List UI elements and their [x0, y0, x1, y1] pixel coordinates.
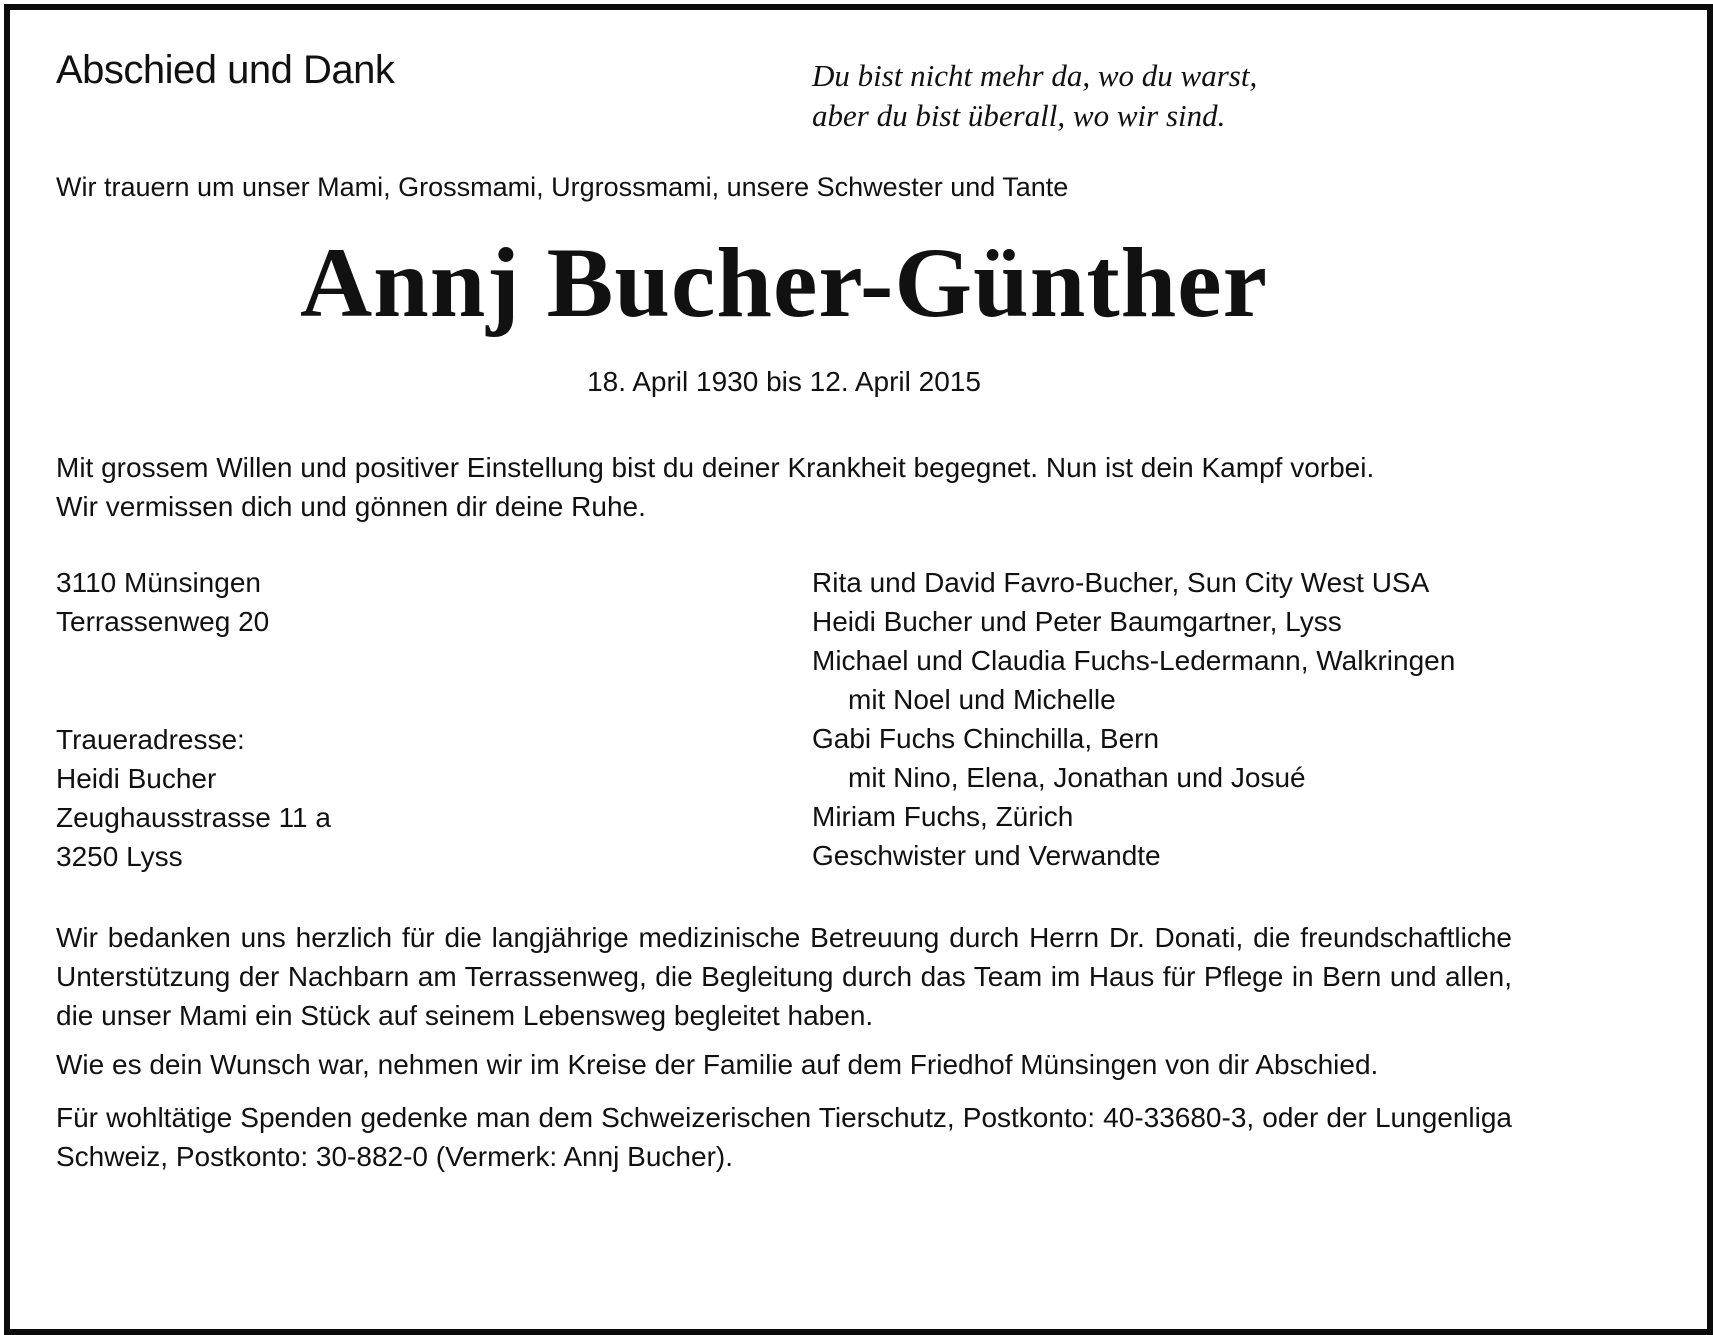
family-member-children: mit Noel und Michelle: [848, 684, 1116, 715]
motto-line: Du bist nicht mehr da, wo du warst,: [812, 58, 1258, 93]
motto-line: aber du bist überall, wo wir sind.: [812, 98, 1226, 133]
family-member: Miriam Fuchs, Zürich: [812, 801, 1074, 832]
donations-paragraph: Für wohltätige Spenden gedenke man dem Schweizerischen Tierschutz, Postkonto: 40-33680-3, oder der Lungenliga Schweiz, Postkonto: 30-882-0 (Vermerk: Annj Bucher).: [56, 1102, 1512, 1172]
notice-heading: Abschied und Dank: [56, 48, 395, 92]
home-address: [56, 563, 269, 641]
mourning-address-line: Zeughausstrasse 11 a: [56, 802, 331, 833]
farewell-line: Wir vermissen dich und gönnen dir deine Ruhe.: [56, 491, 646, 522]
farewell-paragraph: [56, 448, 1374, 526]
family-member: Heidi Bucher und Peter Baumgartner, Lyss: [812, 606, 1342, 637]
deceased-name: Annj Bucher-Günther: [299, 227, 1269, 338]
mourning-address-label: Traueradresse:: [56, 724, 245, 755]
farewell-line: Mit grossem Willen und positiver Einstellung bist du deiner Krankheit begegnet. Nun ist dein Kampf vorbei.: [56, 452, 1375, 483]
mourning-address: [56, 720, 331, 876]
family-list: [812, 563, 1455, 875]
burial-paragraph: Wie es dein Wunsch war, nehmen wir im Kreise der Familie auf dem Friedhof Münsingen von dir Abschied.: [56, 1049, 1379, 1080]
family-member-children: mit Nino, Elena, Jonathan und Josué: [848, 762, 1306, 793]
family-member: Michael und Claudia Fuchs-Ledermann, Walkringen: [812, 645, 1456, 676]
address-line: Terrassenweg 20: [56, 606, 270, 637]
motto-quote: [812, 56, 1257, 136]
intro-text: Wir trauern um unser Mami, Grossmami, Urgrossmami, unsere Schwester und Tante: [56, 172, 1069, 202]
address-line: 3110 Münsingen: [56, 567, 261, 598]
life-dates: 18. April 1930 bis 12. April 2015: [587, 366, 981, 397]
thanks-paragraph: Wir bedanken uns herzlich für die langjährige medizinische Betreuung durch Herrn Dr. Donati, die freundschaftliche Unterstützung der Nachbarn am Terrassenweg, die Begleitung durch das Team im Haus für Pflege in Bern und allen, die unser Mami ein Stück auf seinem Lebensweg begleitet haben.: [56, 922, 1512, 1031]
family-member: Gabi Fuchs Chinchilla, Bern: [812, 723, 1160, 754]
family-member: Rita und David Favro-Bucher, Sun City West USA: [812, 567, 1430, 598]
mourning-address-line: Heidi Bucher: [56, 763, 217, 794]
mourning-address-line: 3250 Lyss: [56, 841, 183, 872]
family-member: Geschwister und Verwandte: [812, 840, 1161, 871]
